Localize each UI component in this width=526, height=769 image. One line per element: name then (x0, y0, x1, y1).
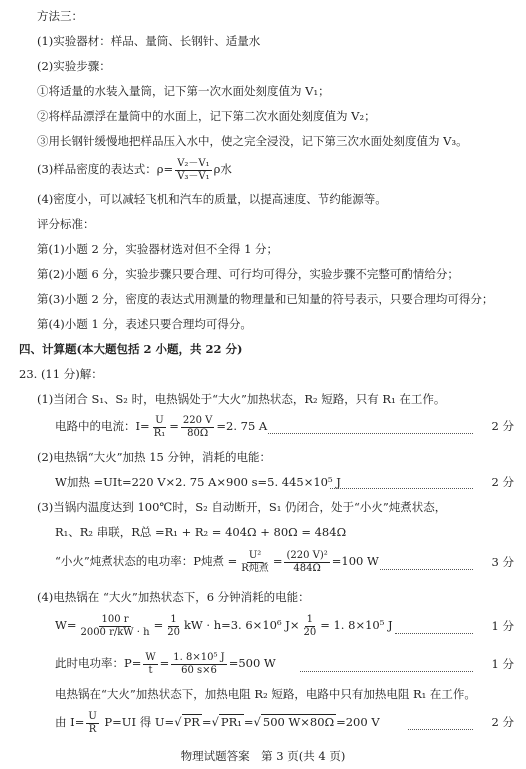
equals: = (153, 618, 164, 632)
method3-heading: 方法三： (37, 9, 83, 23)
page-footer: 物理试题答案 第 3 页(共 4 页) (180, 749, 346, 763)
voltage-equation (55, 707, 380, 737)
dot-leader (330, 488, 473, 489)
equals: = (201, 715, 212, 729)
dot-leader (268, 433, 473, 434)
power-result: =100 W (331, 554, 379, 568)
section-4-title: 四、计算题(本大题包括 2 小题，共 22 分) (19, 342, 243, 356)
kwh-fraction-1 (78, 614, 151, 639)
q23-part3: (3)当锅内温度达到 100℃时，S₂ 自动断开，S₁ 仍闭合，处于“小火”炖煮状态， (37, 500, 447, 514)
frac-num: 1 (306, 613, 314, 625)
p-fraction-2 (171, 652, 226, 677)
frac-num: 1 (170, 613, 177, 625)
current-equation (55, 412, 267, 440)
sqrt-pr: PR (183, 715, 200, 729)
frac-den: 20 (167, 626, 180, 638)
energy-equation: W加热 =UIt=220 V×2. 75 A×900 s=5. 445×10⁵ J (55, 475, 341, 489)
w-prefix: W= (55, 618, 77, 632)
sqrt-sign: √ (211, 715, 219, 729)
power-calc (55, 648, 276, 678)
frac-num: W (145, 651, 156, 663)
density-numerator: V₂－V₁ (177, 157, 210, 169)
frac-den: R炖煮 (241, 562, 269, 574)
equals: = (159, 656, 170, 670)
density-prefix: (3)样品密度的表达式：ρ= (37, 162, 174, 176)
criteria-2: 第(2)小题 6 分，实验步骤只要合理、可行均可得分，实验步骤不完整可酌情给分； (37, 267, 459, 281)
v-result: =200 V (336, 715, 380, 729)
dot-leader (300, 671, 473, 672)
frac-num: (220 V)² (286, 549, 328, 561)
frac-den: 484Ω (293, 562, 321, 574)
current-result: =2. 75 A (216, 419, 268, 433)
q23-part2: (2)电热锅“大火”加热 15 分钟，消耗的电能： (37, 450, 271, 464)
sqrt-values: 500 W×80Ω (262, 715, 335, 729)
kwh-fraction-3 (301, 614, 318, 639)
frac-den: 2000 r/kW · h (80, 626, 150, 638)
frac-num: U (88, 710, 97, 722)
sqrt-pr1: PR₁ (220, 715, 242, 729)
density-expression (37, 156, 232, 183)
p-prefix: 此时电功率：P= (55, 656, 142, 670)
p-result: =500 W (228, 656, 276, 670)
v-prefix: 由 I= (55, 715, 85, 729)
step-2: ②将样品漂浮在量筒中的水面上，记下第二次水面处刻度值为 V₂； (37, 109, 376, 123)
current-prefix: 电路中的电流：I= (55, 419, 150, 433)
current-fraction-2 (181, 415, 215, 440)
density-denominator: V₃－V₁ (177, 170, 210, 182)
frac-den: 20 (303, 626, 317, 638)
frac-num: 220 V (182, 414, 213, 426)
series-resistance: R₁、R₂ 串联，R总 =R₁ + R₂ = 404Ω + 80Ω = 484Ω (55, 525, 347, 539)
kwh-result: = 1. 8×10⁵ J (320, 618, 393, 632)
score-1: 2 分 (491, 419, 514, 433)
step-3: ③用长钢针缓慢地把样品压入水中，使之完全浸没，记下第三次水面处刻度值为 V₃。 (37, 134, 468, 148)
current-fraction-1 (152, 415, 168, 440)
frac-den: R₁ (153, 427, 166, 439)
score-4a: 1 分 (491, 619, 514, 633)
frac-num: U² (248, 549, 262, 561)
kwh-equation (55, 610, 393, 640)
equals: = (169, 419, 179, 433)
dot-leader (408, 729, 473, 730)
criteria-1: 第(1)小题 2 分，实验器材选对但不全得 1 分； (37, 242, 279, 256)
kwh-middle: kW · h=3. 6×10⁶ J× (183, 618, 300, 632)
equals: = (272, 554, 283, 568)
v-middle: P=UI 得 U= (100, 715, 175, 729)
sqrt-sign: √ (253, 715, 261, 729)
frac-num: U (155, 414, 164, 426)
criteria-title: 评分标准： (37, 217, 95, 231)
frac-num: 1. 8×10⁵ J (173, 651, 225, 663)
sqrt-sign: √ (174, 715, 182, 729)
score-4c: 2 分 (491, 715, 514, 729)
power-equation (55, 546, 379, 576)
equals: = (243, 715, 254, 729)
v-fraction (86, 711, 98, 736)
q23-part1: (1)当闭合 S₁、S₂ 时，电热锅处于“大火”加热状态，R₂ 短路，只有 R₁ 在工作。 (37, 392, 446, 406)
dot-leader (395, 633, 473, 634)
power-prefix: “小火”炖煮状态的电功率：P炖煮 = (55, 554, 238, 568)
heating-state: 电热锅在“大火”加热状态下，加热电阻 R₂ 短路，电路中只有加热电阻 R₁ 在工作。 (55, 687, 476, 701)
step-1: ①将适量的水装入量筒，记下第一次水面处刻度值为 V₁； (37, 84, 330, 98)
q23-heading: 23. (11 分)解： (19, 367, 103, 381)
criteria-3: 第(3)小题 2 分，密度的表达式用测量的物理量和已知量的符号表示，只要合理均可得分； (37, 292, 494, 306)
frac-den: R (88, 723, 97, 735)
density-fraction (175, 158, 211, 183)
power-fraction-1 (239, 550, 271, 575)
q23-part4: (4)电热锅在 “大火”加热状态下，6 分钟消耗的电能： (37, 590, 310, 604)
score-4b: 1 分 (491, 657, 514, 671)
frac-den: t (148, 664, 153, 676)
p-fraction-1 (143, 652, 157, 677)
kwh-fraction-2 (165, 614, 182, 639)
frac-den: 60 s×6 (181, 664, 217, 676)
density-suffix: ρ水 (213, 162, 232, 176)
power-fraction-2 (284, 550, 329, 575)
score-3: 3 分 (491, 555, 514, 569)
score-2: 2 分 (491, 475, 514, 489)
equipment-line: (1)实验器材：样品、量筒、长钢针、适量水 (37, 34, 261, 48)
frac-den: 80Ω (187, 427, 209, 439)
frac-num: 100 r (101, 613, 129, 625)
dot-leader (380, 569, 473, 570)
criteria-4: 第(4)小题 1 分，表述只要合理均可得分。 (37, 317, 252, 331)
steps-title: (2)实验步骤： (37, 59, 111, 73)
usage-line: (4)密度小，可以减轻飞机和汽车的质量，以提高速度、节约能源等。 (37, 192, 387, 206)
